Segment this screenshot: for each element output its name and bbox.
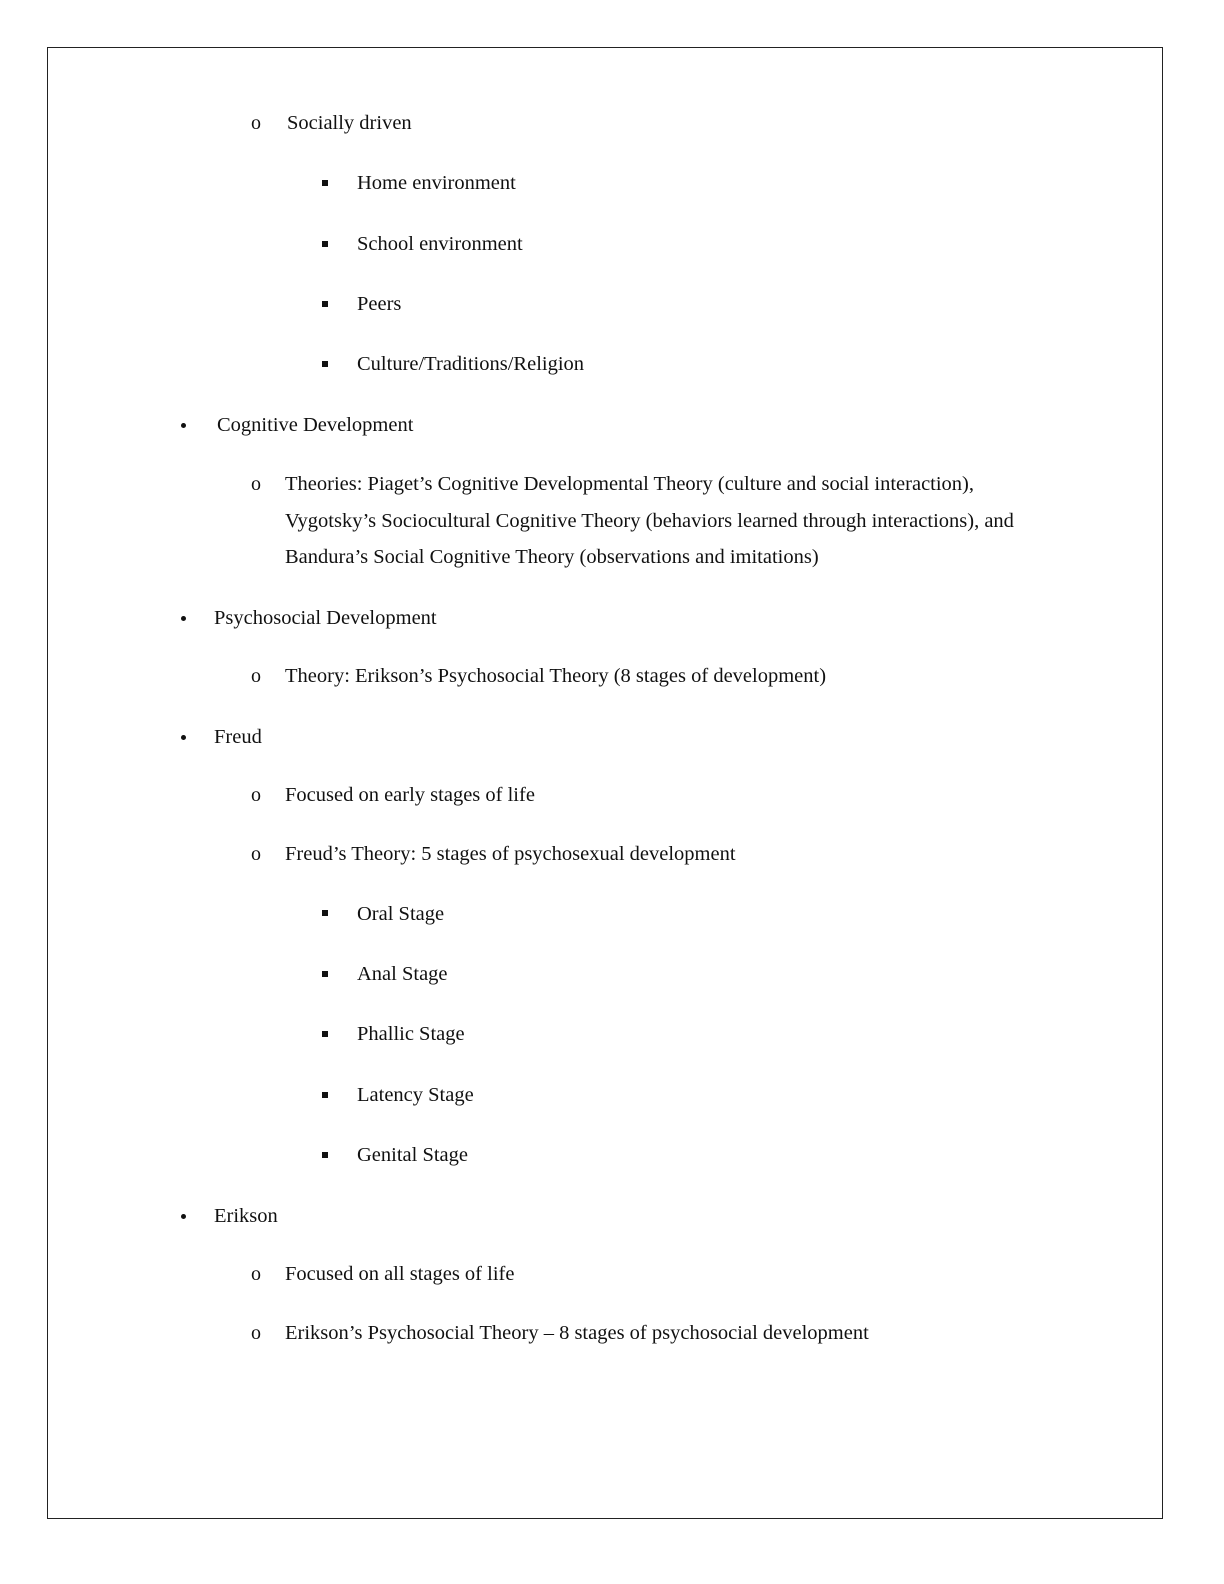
outline-item-all-stages: Focused on all stages of life — [285, 1263, 515, 1285]
outline-item-latency-stage: Latency Stage — [357, 1084, 474, 1106]
circle-bullet-icon: o — [251, 473, 261, 495]
circle-bullet-icon: o — [251, 784, 261, 806]
square-bullet-icon — [322, 1031, 328, 1037]
outline-item-erikson: Erikson — [214, 1205, 278, 1227]
square-bullet-icon — [322, 1152, 328, 1158]
outline-item-psychosocial-development: Psychosocial Development — [214, 607, 437, 629]
circle-bullet-icon: o — [251, 1322, 261, 1344]
square-bullet-icon — [322, 361, 328, 367]
disc-bullet-icon — [181, 1214, 186, 1219]
outline-item-culture: Culture/Traditions/Religion — [357, 353, 585, 375]
disc-bullet-icon — [181, 616, 186, 621]
outline-item-erikson-psychosocial-theory: Erikson’s Psychosocial Theory – 8 stages of psychosocial development — [285, 1322, 869, 1344]
outline-item-genital-stage: Genital Stage — [357, 1144, 469, 1166]
outline-item-peers: Peers — [357, 293, 402, 315]
square-bullet-icon — [322, 241, 328, 247]
outline-item-theories-line-1: Theories: Piaget’s Cognitive Developmental Theory (culture and social interaction), — [285, 473, 975, 495]
outline-item-school-environment: School environment — [357, 233, 523, 255]
square-bullet-icon — [322, 301, 328, 307]
outline-item-freud: Freud — [214, 726, 262, 748]
outline-item-anal-stage: Anal Stage — [357, 963, 448, 985]
outline-item-socially-driven: Socially driven — [287, 112, 412, 134]
square-bullet-icon — [322, 971, 328, 977]
outline-item-oral-stage: Oral Stage — [357, 903, 445, 925]
circle-bullet-icon: o — [251, 1263, 261, 1285]
outline-item-early-stages: Focused on early stages of life — [285, 784, 535, 806]
outline-item-erikson-theory: Theory: Erikson’s Psychosocial Theory (8 stages of development) — [285, 665, 827, 687]
outline-item-phallic-stage: Phallic Stage — [357, 1023, 465, 1045]
circle-bullet-icon: o — [251, 843, 261, 865]
square-bullet-icon — [322, 910, 328, 916]
outline-item-home-environment: Home environment — [357, 172, 516, 194]
square-bullet-icon — [322, 180, 328, 186]
circle-bullet-icon: o — [251, 112, 261, 134]
outline-item-theories-line-2: Vygotsky’s Sociocultural Cognitive Theory (behaviors learned through interactions), and — [285, 510, 1014, 532]
outline-item-theories-line-3: Bandura’s Social Cognitive Theory (observations and imitations) — [285, 546, 819, 568]
square-bullet-icon — [322, 1092, 328, 1098]
disc-bullet-icon — [181, 735, 186, 740]
disc-bullet-icon — [181, 423, 186, 428]
circle-bullet-icon: o — [251, 665, 261, 687]
outline-item-freud-theory: Freud’s Theory: 5 stages of psychosexual development — [285, 843, 736, 865]
page-frame — [47, 47, 1163, 1519]
outline-item-cognitive-development: Cognitive Development — [217, 414, 414, 436]
